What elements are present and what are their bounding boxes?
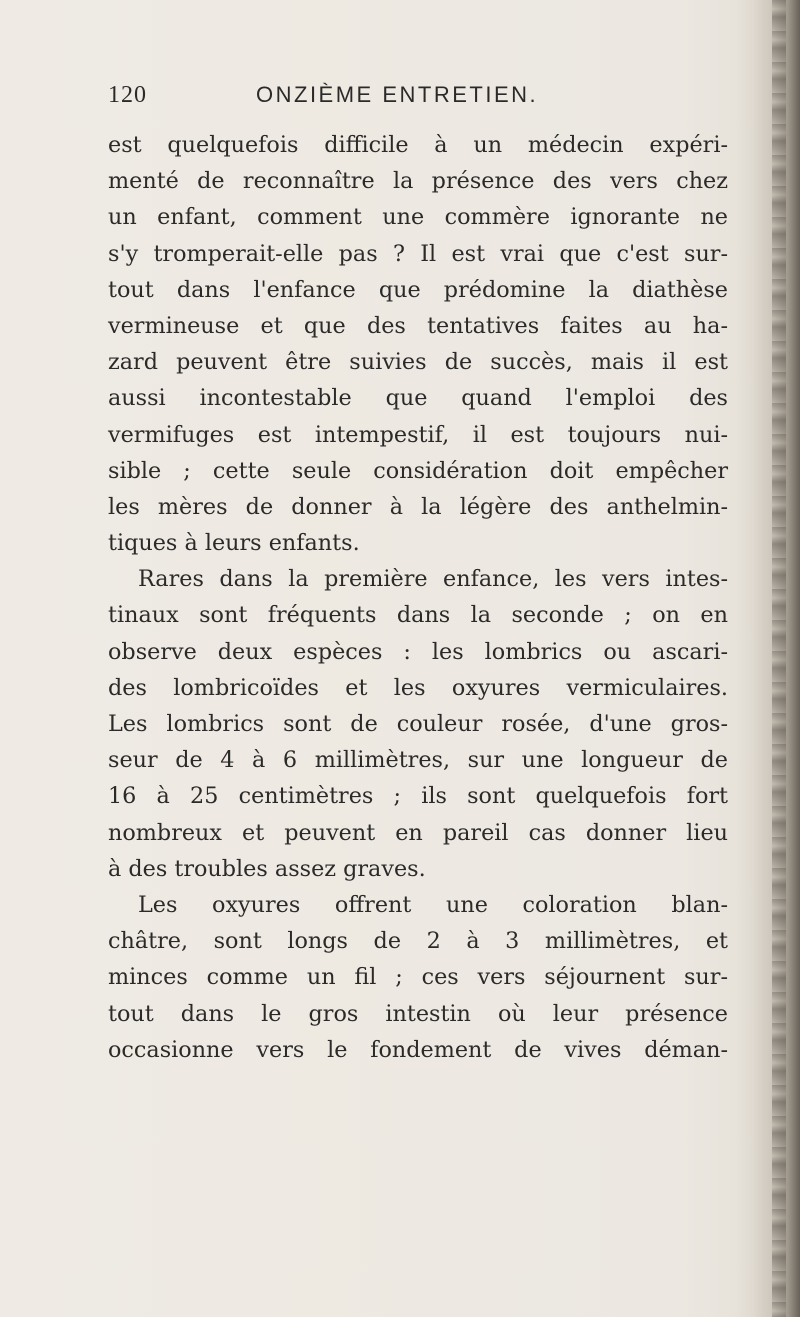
body-text: [108, 127, 728, 1068]
text-line: est quelquefois difficile à un médecin expéri-: [108, 132, 728, 158]
text-line: sible ; cette seule considération doit empêcher: [108, 457, 728, 484]
text-line: tout dans l'enfance que prédomine la diathèse: [108, 276, 728, 303]
page-number: 120: [108, 82, 147, 108]
paragraph-last-line: à des troubles assez graves.: [108, 855, 426, 882]
text-line: aussi incontestable que quand l'emploi des: [108, 385, 728, 412]
text-line: menté de reconnaître la présence des vers chez: [108, 168, 728, 195]
book-spine-edge: [752, 0, 800, 1317]
text-line: minces comme un fil ; ces vers séjournent sur-: [108, 964, 728, 991]
text-line: observe deux espèces : les lombrics ou ascari-: [108, 638, 728, 665]
text-line: Les lombrics sont de couleur rosée, d'une gros-: [108, 711, 728, 737]
text-line: les mères de donner à la légère des anthelmin-: [108, 493, 728, 520]
running-title: ONZIÈME ENTRETIEN.: [256, 82, 539, 107]
paragraph-first-line: Les oxyures offrent une coloration blan-: [138, 891, 728, 918]
text-line: occasionne vers le fondement de vives déman-: [108, 1036, 728, 1063]
paragraph-last-line: tiques à leurs enfants.: [108, 530, 360, 557]
text-line: tout dans le gros intestin où leur présence: [108, 1000, 728, 1027]
text-line: nombreux et peuvent en pareil cas donner lieu: [108, 819, 728, 846]
text-line: vermineuse et que des tentatives faites au ha-: [108, 312, 728, 339]
text-line: un enfant, comment une commère ignorante ne: [108, 204, 728, 231]
text-line: châtre, sont longs de 2 à 3 millimètres, et: [108, 928, 728, 955]
paragraph-first-line: Rares dans la première enfance, les vers intes-: [138, 566, 728, 593]
text-line: 16 à 25 centimètres ; ils sont quelquefois fort: [108, 783, 728, 810]
page-header: [108, 82, 728, 122]
text-line: vermifuges est intempestif, il est toujours nui-: [108, 421, 728, 448]
text-line: des lombricoïdes et les oxyures vermiculaires.: [108, 674, 728, 701]
text-line: s'y tromperait-elle pas ? Il est vrai que c'est sur-: [108, 240, 728, 267]
text-line: tinaux sont fréquents dans la seconde ; on en: [108, 602, 728, 629]
text-line: zard peuvent être suivies de succès, mais il est: [108, 349, 728, 376]
spine-shadow: [772, 0, 786, 1317]
text-line: seur de 4 à 6 millimètres, sur une longueur de: [108, 747, 728, 774]
